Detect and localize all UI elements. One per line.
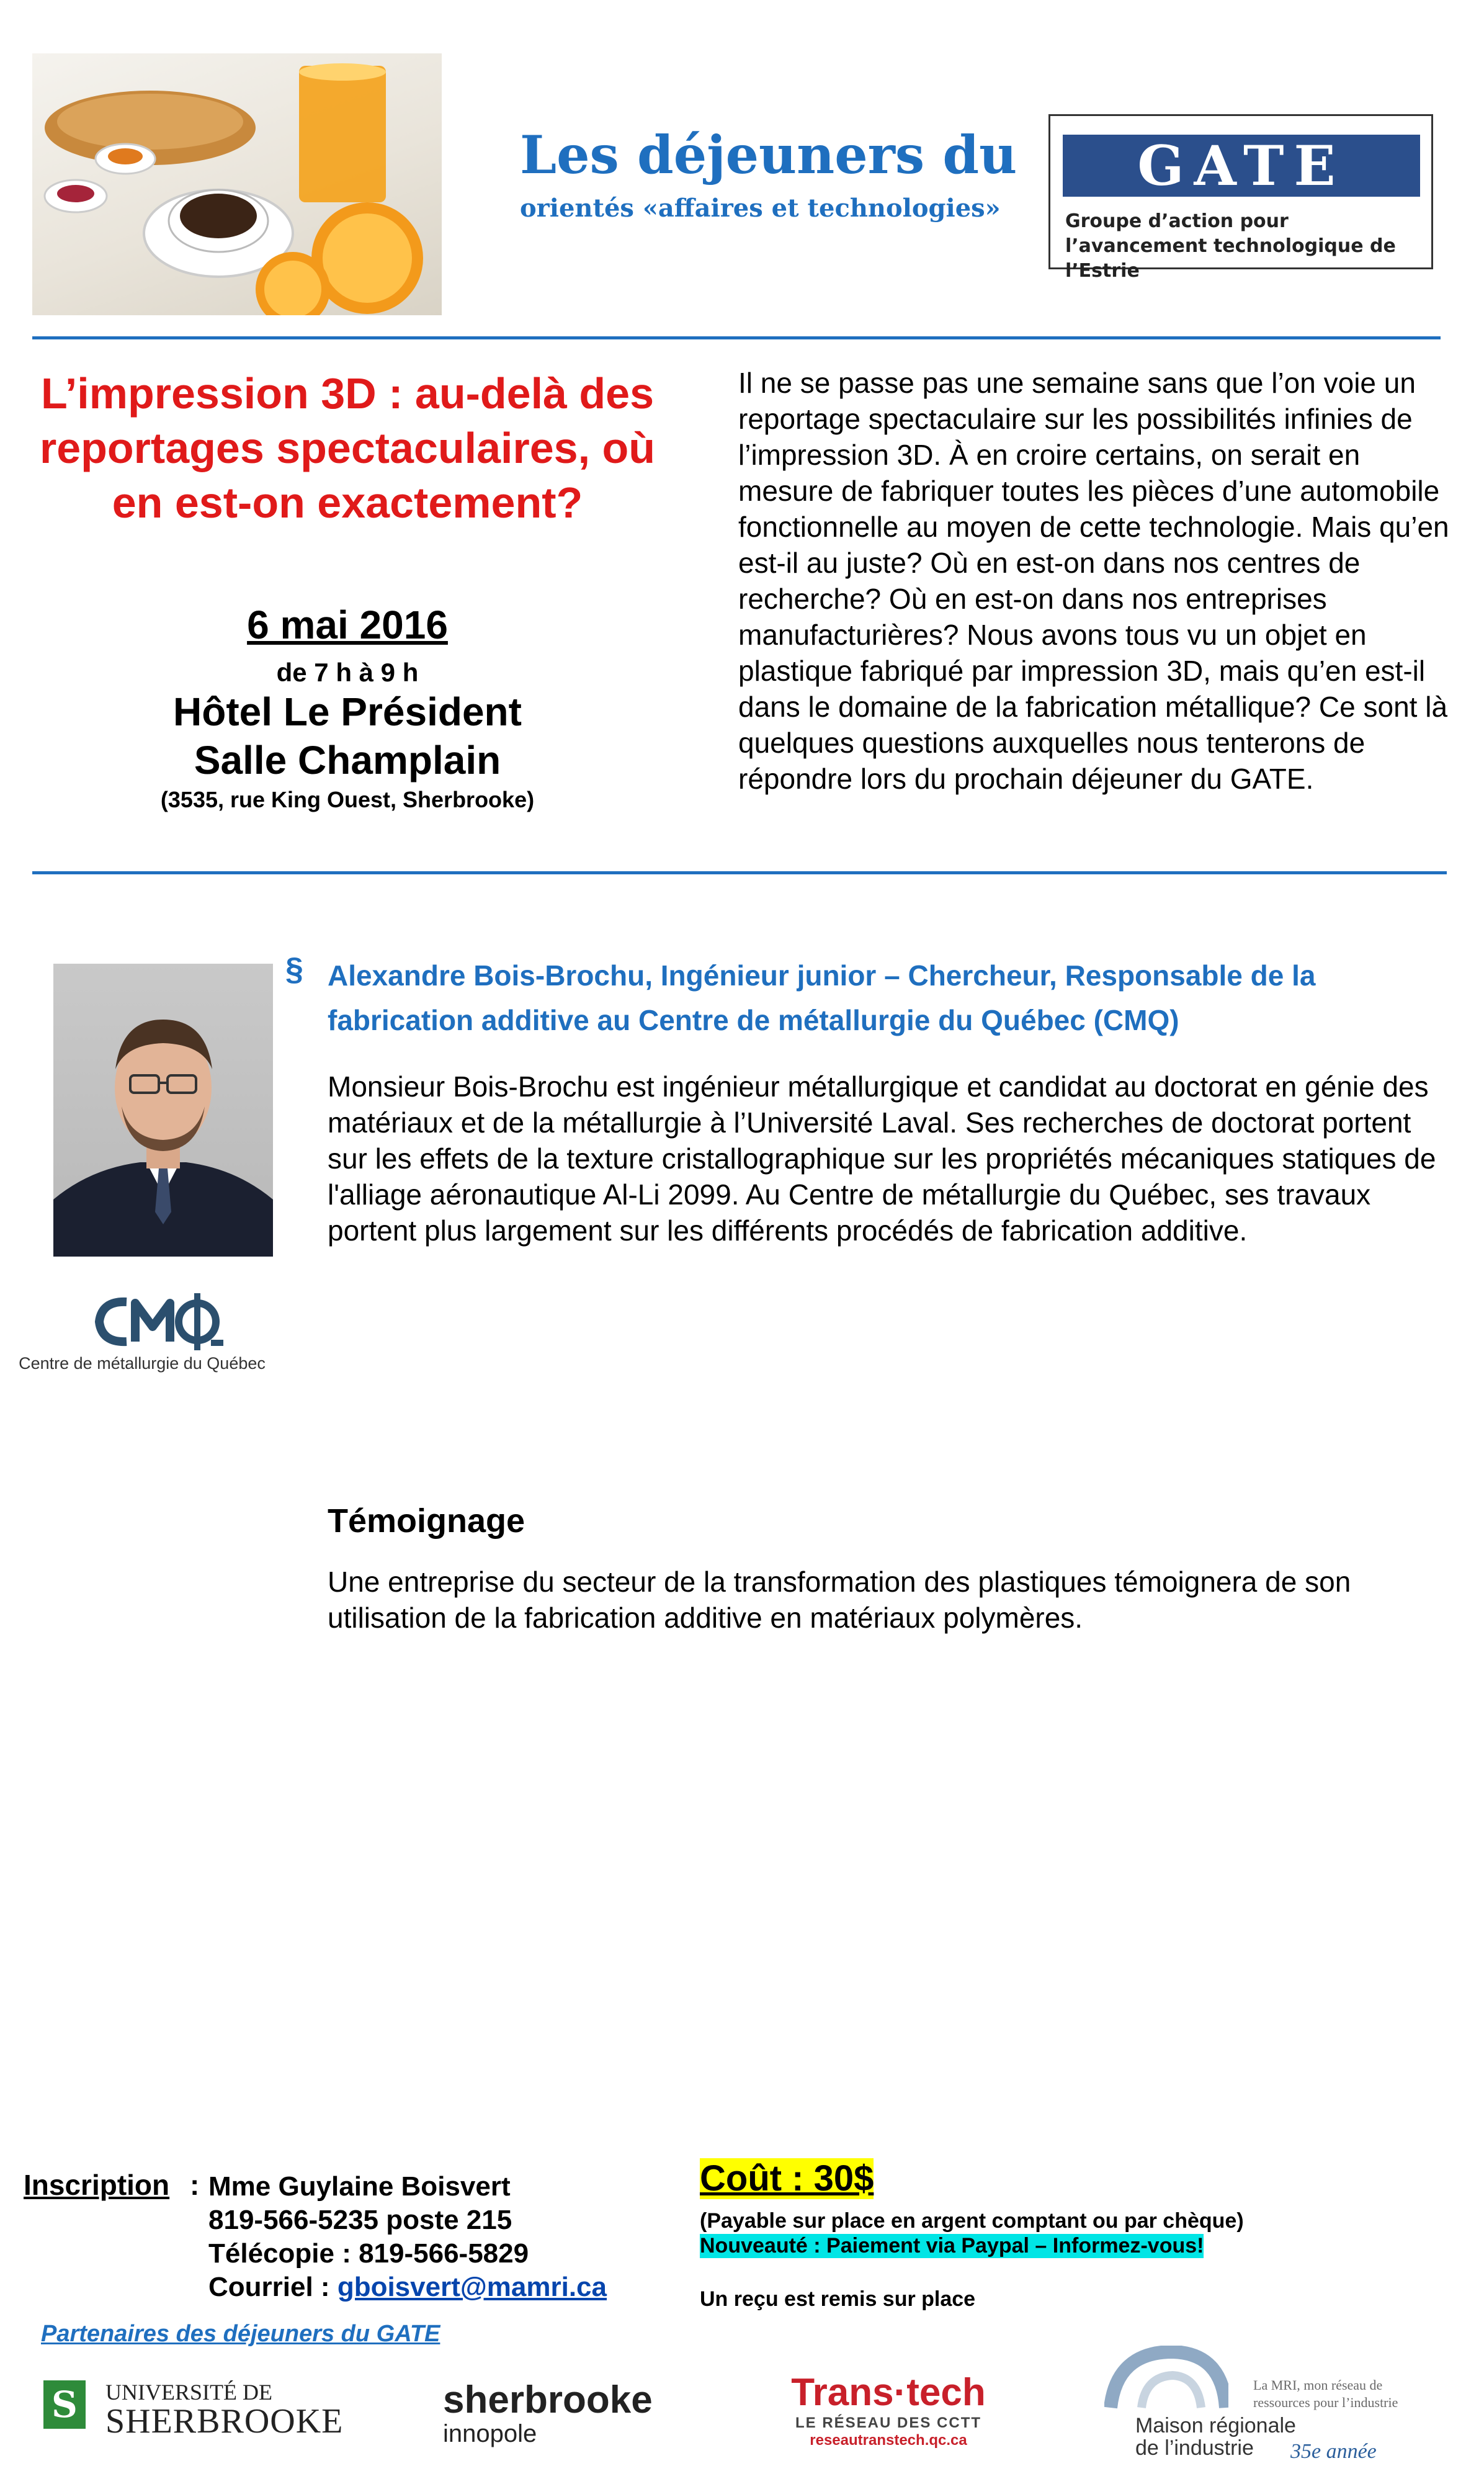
event-date: 6 mai 2016 <box>247 603 448 647</box>
contact-name: Mme Guylaine Boisvert <box>208 2171 511 2202</box>
mri-arc-icon <box>1104 2346 1228 2414</box>
partners-heading: Partenaires des déjeuners du GATE <box>41 2321 440 2347</box>
testimony-body: Une entreprise du secteur de la transformation des plastiques témoignera de son utilisation de la fabrication additive en matériaux polymères. <box>328 1566 1351 1634</box>
event-venue <box>37 688 658 784</box>
mri-tagline: La MRI, mon réseau de ressources pour l’industrie <box>1253 2377 1398 2410</box>
cost-paypal-note: Nouveauté : Paiement via Paypal – Informez-vous! <box>700 2234 1204 2258</box>
breakfast-photo <box>32 53 442 315</box>
transtech-logo-url: reseautranstech.qc.ca <box>810 2432 967 2449</box>
cost-price: Coût : 30$ <box>700 2158 874 2199</box>
innopole-logo-line2: innopole <box>443 2420 537 2447</box>
event-address: (3535, rue King Ouest, Sherbrooke) <box>160 787 535 812</box>
udes-logo-line2: SHERBROOKE <box>105 2402 344 2441</box>
cmq-logo-caption: Centre de métallurgie du Québec <box>19 1354 266 1373</box>
speaker-bullet: § <box>285 951 303 987</box>
udes-logo-line1: UNIVERSITÉ DE <box>105 2380 272 2405</box>
speaker-bio: Monsieur Bois-Brochu est ingénieur métallurgique et candidat au doctorat en génie des matériaux et de la métallurgie à l’Université Laval. Ses recherches de doctorat portent sur les effets de la texture cristallographique sur les propriétés mécaniques statiques de l'alliage aéronautique Al-Li 2099. Au Centre de métallurgie du Québec, ses travaux portent plus largement sur les différents procédés de fabrication additive. <box>328 1070 1436 1247</box>
newsletter-title: Les déjeuners du <box>520 124 1017 186</box>
venue-hotel: Hôtel Le Président <box>173 689 522 734</box>
speaker-name: Alexandre Bois-Brochu, Ingénieur junior – Chercheur, Responsable de la fabrication additive au Centre de métallurgie du Québec (CMQ) <box>328 959 1316 1036</box>
mri-logo-line1: Maison régionale <box>1135 2414 1296 2437</box>
gate-logo-tagline: Groupe d’action pour l’avancement technologique de l’Estrie <box>1065 210 1396 282</box>
inscription-colon: : <box>190 2169 200 2201</box>
udes-shield-icon: S <box>43 2380 86 2429</box>
gate-logo <box>1048 114 1433 282</box>
universite-sherbrooke-logo <box>43 2379 366 2441</box>
contact-email-line <box>208 2271 607 2304</box>
sherbrooke-innopole-logo <box>443 2378 697 2446</box>
top-divider <box>32 336 1441 339</box>
event-title: L’impression 3D : au-delà des reportages spectaculaires, où en est-on exactement? <box>39 369 656 527</box>
newsletter-subtitle: orientés «affaires et technologies» <box>520 194 1001 223</box>
cmq-logo-mark <box>9 1289 275 1354</box>
transtech-logo-line2: LE RÉSEAU DES CCTT <box>795 2414 982 2431</box>
cmq-logo <box>9 1289 275 1389</box>
gate-logo-word: GATE <box>1063 135 1420 197</box>
cost-payment-note: (Payable sur place en argent comptant ou par chèque) <box>700 2209 1244 2233</box>
middle-divider <box>32 871 1447 874</box>
inscription-label: Inscription <box>24 2169 170 2201</box>
inscription-contact-block <box>208 2170 607 2304</box>
mri-logo <box>1092 2346 1439 2464</box>
transtech-logo-line1: Trans·tech <box>791 2371 986 2414</box>
innopole-logo-line1: sherbrooke <box>443 2379 653 2421</box>
contact-fax: Télécopie : 819-566-5829 <box>208 2238 529 2269</box>
contact-email-label: Courriel : <box>208 2272 330 2302</box>
testimony-heading: Témoignage <box>328 1502 525 1540</box>
contact-phone: 819-566-5235 poste 215 <box>208 2205 512 2235</box>
mri-logo-line2: de l’industrie <box>1135 2436 1254 2460</box>
event-time: de 7 h à 9 h <box>276 658 419 687</box>
cost-receipt-note: Un reçu est remis sur place <box>700 2287 976 2311</box>
contact-email-link[interactable]: gboisvert@mamri.ca <box>337 2272 607 2302</box>
transtech-logo <box>783 2370 994 2457</box>
mri-anniversary: 35e année <box>1290 2440 1377 2463</box>
event-intro: Il ne se passe pas une semaine sans que l’on voie un reportage spectaculaire sur les possibilités infinies de l’impression 3D. À en croire certains, on serait en mesure de fabriquer toutes les pièces d’une automobile fonctionnelle au moyen de cette technologie. Mais qu’en est-il au juste? Où en est-on dans nos centres de recherche? Où en est-on dans nos entreprises manufacturières? Nous avons tous vu un objet en plastique fabriqué par impression 3D, mais qu’en est-il dans le domaine de la fabrication métallique? Ce sont là quelques questions auxquelles nous tenterons de répondre lors du prochain déjeuner du GATE. <box>738 367 1449 795</box>
venue-room: Salle Champlain <box>194 738 501 782</box>
speaker-photo <box>53 964 273 1257</box>
